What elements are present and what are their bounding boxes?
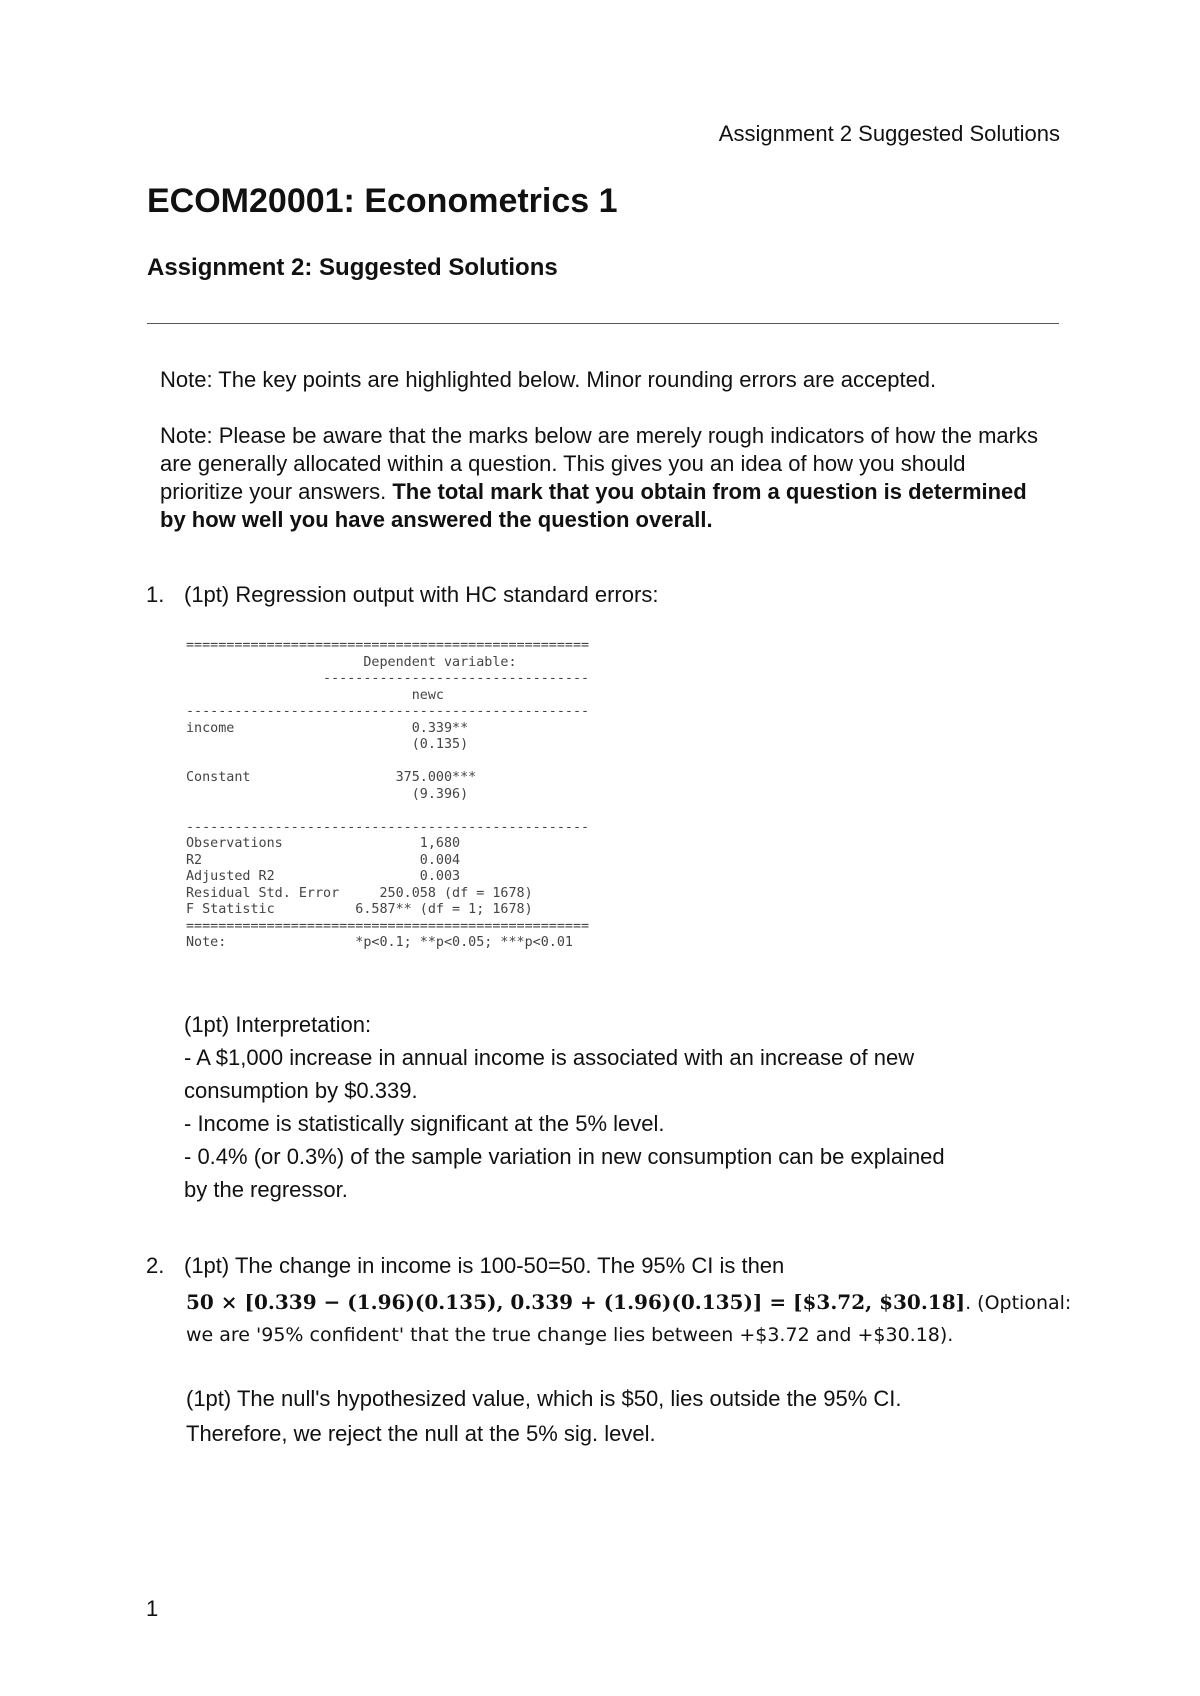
note-rounding: Note: The key points are highlighted below. Minor rounding errors are accepted. [160,367,937,392]
note-marks-line-1: Note: Please be aware that the marks below are merely rough indicators of how the marks [160,423,1038,448]
document-title: ECOM20001: Econometrics 1 [147,182,618,220]
interpretation-heading: (1pt) Interpretation: [184,1012,372,1037]
ci-interpretation: we are '95% confident' that the true change lies between +$3.72 and +$30.18). [186,1324,954,1346]
interpretation-line: - A $1,000 increase in annual income is associated with an increase of new [184,1045,915,1070]
question-1-interpretation [184,1008,1064,1206]
interpretation-line: consumption by $0.339. [184,1078,418,1103]
page-number: 1 [146,1596,159,1621]
interpretation-line: - Income is statistically significant at the 5% level. [184,1111,665,1136]
document-subtitle: Assignment 2: Suggested Solutions [147,254,558,281]
null-hypothesis-line-2: Therefore, we reject the null at the 5% sig. level. [186,1421,656,1446]
ci-formula: 50 × [0.339 − (1.96)(0.135), 0.339 + (1.96)(0.135)] = [$3.72, $30.18] [186,1290,966,1314]
question-2-text: (1pt) The change in income is 100-50=50. The 95% CI is then [184,1253,785,1278]
note-marks [160,422,1140,534]
note-marks-line-3 [160,478,1140,506]
question-1-text: (1pt) Regression output with HC standard errors: [184,582,659,607]
interpretation-line: by the regressor. [184,1177,348,1202]
ci-optional-label: . (Optional: [965,1292,1072,1314]
running-header: Assignment 2 Suggested Solutions [718,121,1060,146]
horizontal-divider [147,323,1059,324]
question-1-number: 1. [146,582,165,607]
interpretation-line: - 0.4% (or 0.3%) of the sample variation in new consumption can be explained [184,1144,945,1169]
regression-output-table: ================================================== Dependent variable: --------------------------------- newc -------------------------------------------------- income 0.339** (0.135) Constant 375.000*** (9.396) -------------------------------------------------- Observations 1,680 R2 0.004 Adjusted R2 0.003 Residual Std. Error 250.058 (df = 1678) F Statistic 6.587** (df = 1; 1678) ================================================== Note: *p<0.1; **p<0.05; ***p<0.01 [186,638,590,950]
note-marks-line-4: by how well you have answered the question overall. [160,507,713,532]
null-hypothesis-line-1: (1pt) The null's hypothesized value, which is $50, lies outside the 95% CI. [186,1386,902,1411]
note-marks-line-3-bold: The total mark that you obtain from a question is determined [392,479,1027,504]
confidence-interval-line [186,1289,1071,1315]
question-2-number: 2. [146,1253,165,1278]
note-marks-line-2: are generally allocated within a question. This gives you an idea of how you should [160,451,966,476]
note-marks-line-3-normal: prioritize your answers. [160,479,393,504]
